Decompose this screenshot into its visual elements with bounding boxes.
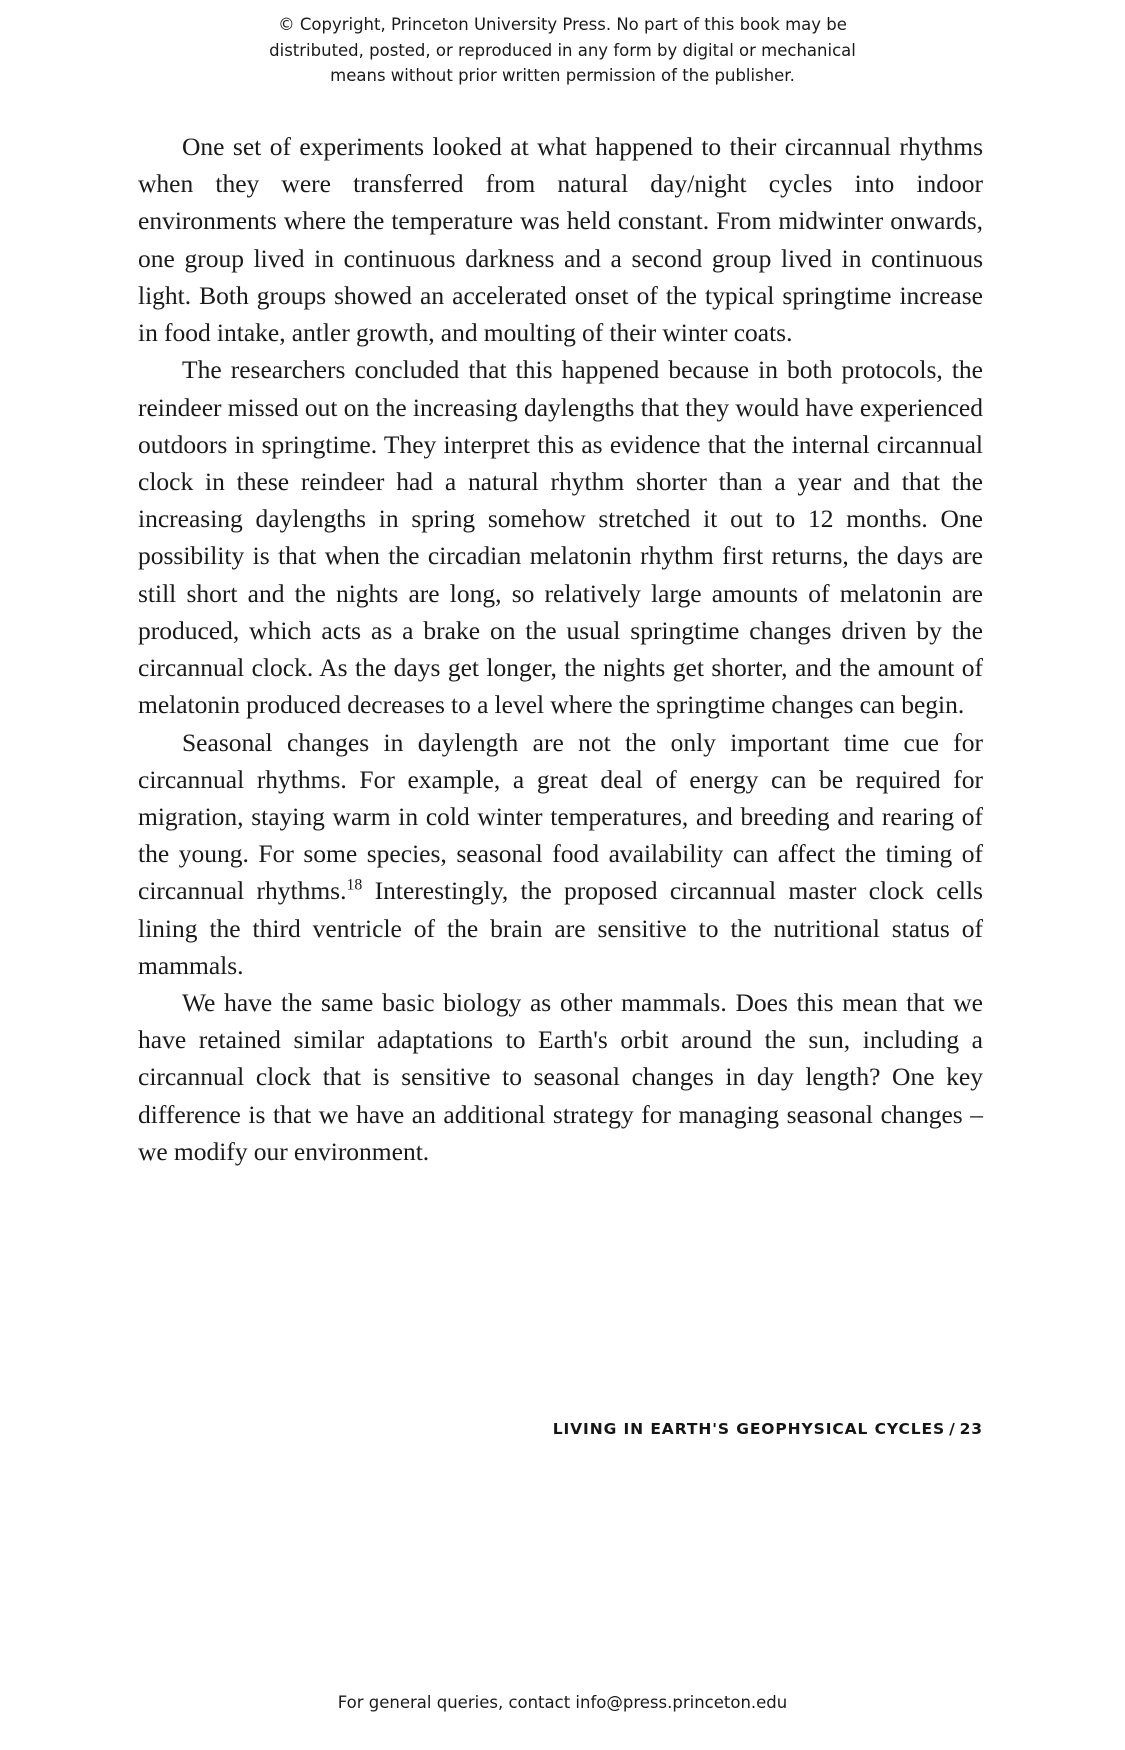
copyright-line-2: distributed, posted, or reproduced in any form by digital or mechanical — [269, 40, 856, 60]
running-foot — [138, 1420, 983, 1438]
paragraph-1: One set of experiments looked at what happened to their circannual rhythms when they were transferred from natural day/night cycles into indoor environments where the temperature was held constant. From midwinter onwards, one group lived in continuous darkness and a second group lived in continuous light. Both groups showed an accelerated onset of the typical springtime increase in food intake, antler growth, and moulting of their winter coats. — [138, 132, 983, 348]
paragraph-2: The researchers concluded that this happened because in both protocols, the reindeer missed out on the increasing daylengths that they would have experienced outdoors in springtime. They interpret this as evidence that the internal circannual clock in these reindeer had a natural rhythm shorter than a year and that the increasing daylengths in spring somehow stretched it out to 12 months. One possibility is that when the circadian melatonin rhythm first returns, the days are still short and the nights are long, so relatively large amounts of melatonin are produced, which acts as a brake on the usual springtime changes driven by the circannual clock. As the days get longer, the nights get shorter, and the amount of melatonin produced decreases to a level where the springtime changes can begin. — [138, 355, 983, 720]
running-foot-chapter-title: LIVING IN EARTH'S GEOPHYSICAL CYCLES — [552, 1420, 946, 1438]
paragraph-4: We have the same basic biology as other mammals. Does this mean that we have retained similar adaptations to Earth's orbit around the sun, including a circannual clock that is sensitive to seasonal changes in day length? One key difference is that we have an additional strategy for managing seasonal changes – we modify our environment. — [138, 988, 983, 1166]
footnote-reference-18: 18 — [346, 876, 363, 894]
running-foot-separator: / — [949, 1420, 956, 1438]
copyright-line-1: © Copyright, Princeton University Press. No part of this book may be — [278, 15, 847, 34]
body-text-column — [138, 128, 983, 1170]
paragraph-3 — [138, 724, 983, 985]
paragraph-3-text-before-footnote: Seasonal changes in daylength are not the only important time cue for circannual rhythms. For example, a great deal of energy can be required for migration, staying warm in cold winter temperatures, and breeding and rearing of the young. For some species, seasonal food availability can affect the timing of circannual rhythms. — [138, 727, 983, 906]
footer-queries-line: For general queries, contact info@press.princeton.edu — [337, 1693, 788, 1712]
copyright-notice — [0, 12, 1125, 89]
copyright-line-3: means without prior written permission of the publisher. — [330, 66, 795, 86]
page-number: 23 — [959, 1420, 983, 1438]
paragraph-3-text-after-footnote: Interestingly, the proposed circannual master clock cells lining the third ventricle of the brain are sensitive to the nutritional status of mammals. — [138, 876, 983, 980]
